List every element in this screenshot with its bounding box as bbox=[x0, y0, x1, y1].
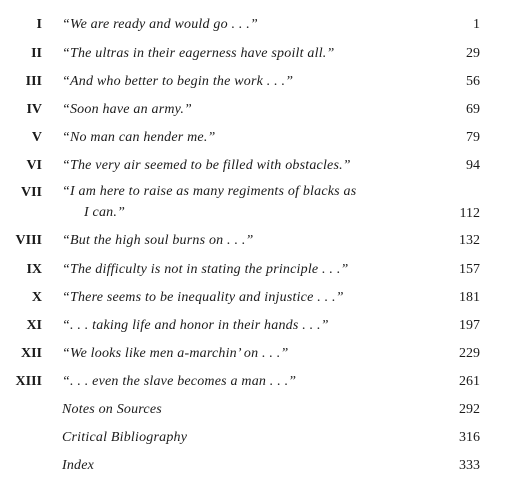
chapter-title: “Soon have an army.” bbox=[62, 102, 192, 117]
chapter-title-line-1: “I am here to raise as many regiments of blacks as bbox=[62, 184, 357, 199]
chapter-numeral: III bbox=[25, 74, 42, 89]
chapter-numeral: I bbox=[36, 17, 42, 32]
page-number: 261 bbox=[459, 374, 480, 389]
page-number: 292 bbox=[459, 402, 480, 417]
chapter-numeral: VII bbox=[20, 185, 42, 200]
chapter-numeral: XIII bbox=[15, 374, 42, 389]
page-number: 181 bbox=[459, 290, 480, 305]
chapter-numeral: VI bbox=[26, 158, 42, 173]
back-matter-title: Critical Bibliography bbox=[62, 430, 188, 445]
chapter-title: “. . . taking life and honor in their hands . . .” bbox=[62, 318, 329, 333]
page-number: 112 bbox=[459, 206, 480, 221]
page-number: 94 bbox=[466, 158, 480, 173]
page-number: 56 bbox=[466, 74, 480, 89]
chapter-numeral: II bbox=[31, 46, 42, 61]
chapter-numeral: XI bbox=[26, 318, 42, 333]
chapter-title: “The difficulty is not in stating the principle . . .” bbox=[62, 262, 349, 277]
page-number: 69 bbox=[466, 102, 480, 117]
chapter-title-line-2: I can.” bbox=[84, 205, 126, 220]
chapter-numeral: V bbox=[31, 130, 42, 145]
back-matter-title: Notes on Sources bbox=[62, 402, 162, 417]
chapter-title: “And who better to begin the work . . .” bbox=[62, 74, 294, 89]
chapter-title: “We looks like men a-marchin’ on . . .” bbox=[62, 346, 289, 361]
chapter-title: “We are ready and would go . . .” bbox=[62, 17, 258, 32]
chapter-title bbox=[62, 181, 422, 223]
page-number: 79 bbox=[466, 130, 480, 145]
back-matter-title: Index bbox=[62, 458, 95, 473]
page-number: 316 bbox=[459, 430, 480, 445]
chapter-title: “The very air seemed to be filled with obstacles.” bbox=[62, 158, 351, 173]
chapter-title: “There seems to be inequality and injustice . . .” bbox=[62, 290, 344, 305]
chapter-numeral: XII bbox=[20, 346, 42, 361]
page-number: 229 bbox=[459, 346, 480, 361]
page-number: 1 bbox=[473, 17, 480, 32]
chapter-title: “. . . even the slave becomes a man . . .” bbox=[62, 374, 297, 389]
chapter-numeral: IX bbox=[26, 262, 42, 277]
page-number: 197 bbox=[459, 318, 480, 333]
chapter-numeral: VIII bbox=[15, 233, 42, 248]
page-number: 333 bbox=[459, 458, 480, 473]
chapter-title: “The ultras in their eagerness have spoilt all.” bbox=[62, 46, 335, 61]
page-number: 29 bbox=[466, 46, 480, 61]
page-number: 157 bbox=[459, 262, 480, 277]
chapter-numeral: X bbox=[31, 290, 42, 305]
chapter-numeral: IV bbox=[26, 102, 42, 117]
chapter-title: “But the high soul burns on . . .” bbox=[62, 233, 254, 248]
page-number: 132 bbox=[459, 233, 480, 248]
chapter-title: “No man can hender me.” bbox=[62, 130, 216, 145]
